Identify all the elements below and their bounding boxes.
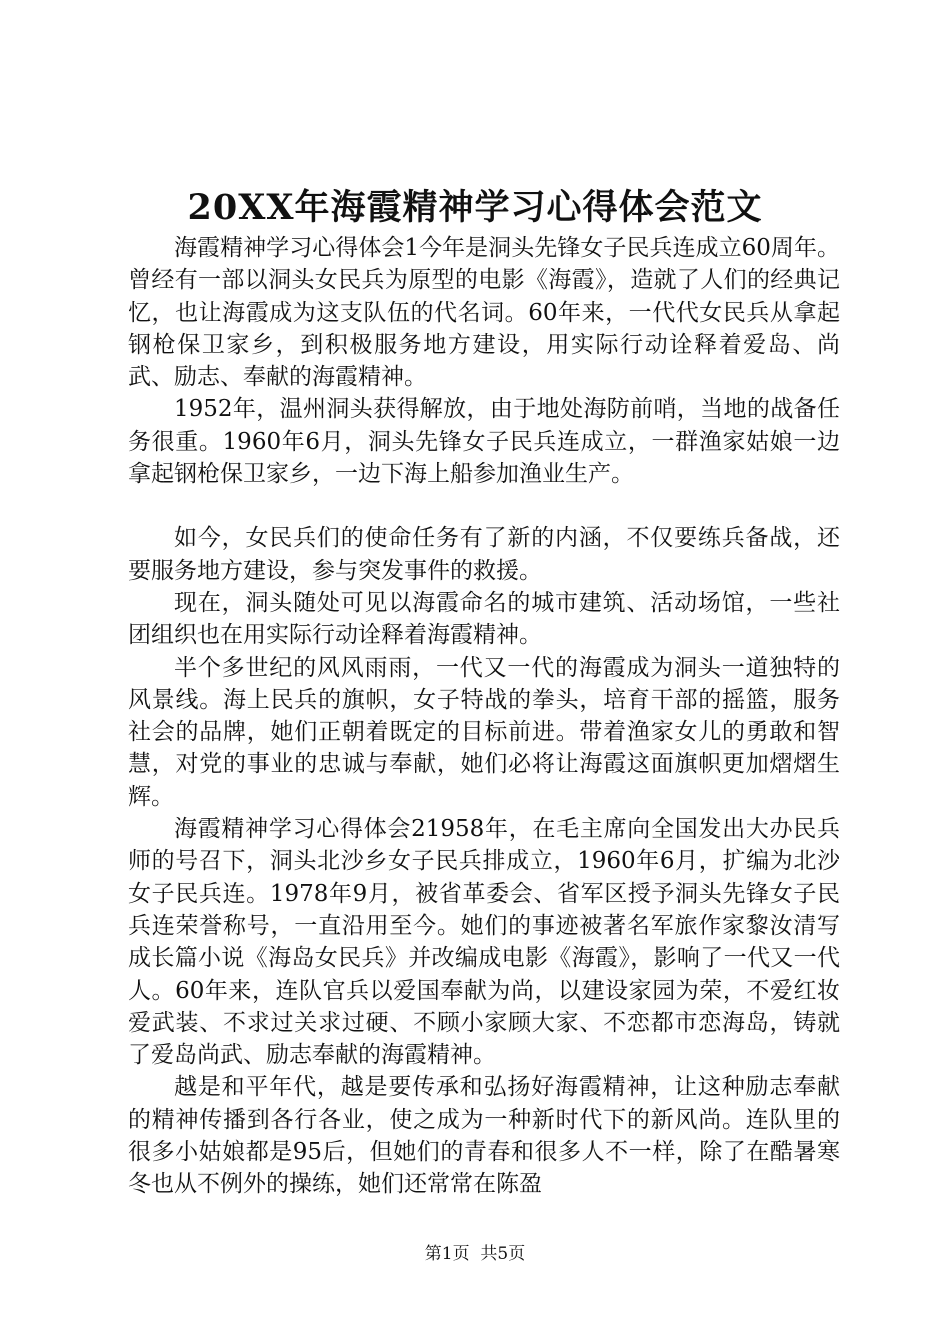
paragraph: 越是和平年代，越是要传承和弘扬好海霞精神，让这种励志奉献的精神传播到各行各业，使之成为一种新时代下的新风尚。连队里的很多小姑娘都是95后，但她们的青春和很多人不一样，除了在酷暑寒冬也从不例外的操练，她们还常常在陈盈: [128, 1074, 840, 1198]
page-total: 共5页: [480, 1244, 526, 1264]
document-body: [128, 232, 840, 1201]
document-title: 20XX年海霞精神学习心得体会范文: [187, 187, 763, 228]
paragraph: 海霞精神学习心得体会21958年，在毛主席向全国发出大办民兵师的号召下，洞头北沙乡女子民兵排成立，1960年6月，扩编为北沙女子民兵连。1978年9月，被省革委会、省军区授予洞头先锋女子民兵连荣誉称号，一直沿用至今。她们的事迹被著名军旅作家黎汝清写成长篇小说《海岛女民兵》并改编成电影《海霞》，影响了一代又一代人。60年来，连队官兵以爱国奉献为尚，以建设家园为荣，不爱红妆爱武装、不求过关求过硬、不顾小家顾大家、不恋都市恋海岛，铸就了爱岛尚武、励志奉献的海霞精神。: [128, 816, 840, 1069]
page-footer: [0, 1243, 950, 1265]
page-number: 第1页: [424, 1244, 470, 1264]
paragraph: 如今，女民兵们的使命任务有了新的内涵，不仅要练兵备战，还要服务地方建设，参与突发事件的救援。: [128, 525, 840, 584]
paragraph: 海霞精神学习心得体会1今年是洞头先锋女子民兵连成立60周年。曾经有一部以洞头女民兵为原型的电影《海霞》，造就了人们的经典记忆，也让海霞成为这支队伍的代名词。60年来，一代代女民兵从拿起钢枪保卫家乡，到积极服务地方建设，用实际行动诠释着爱岛、尚武、励志、奉献的海霞精神。: [128, 235, 840, 391]
paragraph: 半个多世纪的风风雨雨，一代又一代的海霞成为洞头一道独特的风景线。海上民兵的旗帜，女子特战的拳头，培育干部的摇篮，服务社会的品牌，她们正朝着既定的目标前进。带着渔家女儿的勇敢和智慧，对党的事业的忠诚与奉献，她们必将让海霞这面旗帜更加熠熠生辉。: [128, 654, 840, 810]
paragraph: 现在，洞头随处可见以海霞命名的城市建筑、活动场馆，一些社团组织也在用实际行动诠释着海霞精神。: [128, 589, 840, 649]
paragraph: 1952年，温州洞头获得解放，由于地处海防前哨，当地的战备任务很重。1960年6月，洞头先锋女子民兵连成立，一群渔家姑娘一边拿起钢枪保卫家乡，一边下海上船参加渔业生产。: [128, 396, 840, 488]
